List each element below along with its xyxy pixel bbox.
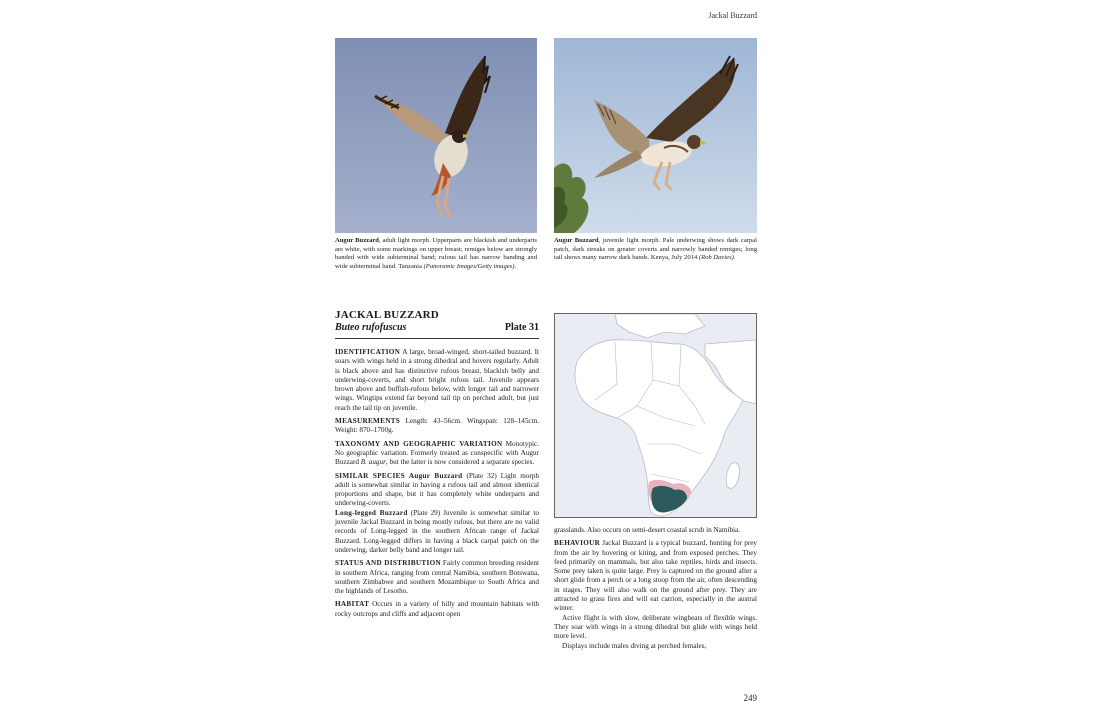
section-habitat-continued: grasslands. Also occurs on semi-desert coastal scrub in Namibia. bbox=[554, 526, 741, 534]
caption-end: . bbox=[514, 262, 517, 270]
photo-caption-adult bbox=[335, 237, 537, 271]
caption-species-name: Augur Buzzard bbox=[554, 237, 599, 244]
section-habitat bbox=[335, 600, 539, 619]
photo-caption-juvenile bbox=[554, 237, 757, 263]
section-text: (Plate 32) Light morph adult is somewhat similar in having a rufous tail and almost identical proportions and shape, but it has completely white underparts and underwing-coverts. bbox=[335, 471, 539, 508]
section-text: Monotypic. No geographic variation. Formerly treated as conspecific with Augur Buzzard bbox=[335, 439, 539, 467]
section-status bbox=[335, 559, 539, 596]
caption-text: , juvenile light morph. Pale underwing shows dark carpal patch, dark streaks on greater coverts and narrowly banded remiges; long tail shows many narrow dark bands. Kenya, July 2014 bbox=[554, 237, 757, 262]
section-behaviour bbox=[554, 539, 757, 613]
similar-species-name: Augur Buzzard bbox=[404, 471, 463, 480]
section-text: Occurs in a variety of hilly and mountain habitats with rocky outcrops and cliffs and adjacent open bbox=[335, 600, 539, 618]
similar-species-name: Long-legged Buzzard bbox=[335, 508, 408, 517]
section-behaviour-para3: Displays include males diving at perched females, bbox=[562, 641, 707, 650]
section-text: Fairly common breeding resident in southern Africa, ranging from central Namibia, southern Botswana, southern Zimbabwe and southern Mozambique to South Africa and the highlands of Lesotho. bbox=[335, 559, 539, 596]
section-similar-species-2 bbox=[335, 509, 539, 555]
section-heading: BEHAVIOUR bbox=[554, 539, 601, 548]
section-text: A large, broad-winged, short-tailed buzzard. It soars with wings held in a strong dihedral and hovers regularly. Adult is black above and has distinctive rufous breast, blackish belly and underwing-coverts, and short bright rufous tail. Juvenile appears brown above and buffish-rufous below, with longer tail and narrower wings. Wingtips extend far beyond tail tip on perched adult, but just reach the tail tip on juvenile. bbox=[335, 348, 539, 412]
photo-augur-buzzard-juvenile bbox=[554, 38, 757, 233]
species-subtitle bbox=[335, 322, 539, 333]
header-rule bbox=[335, 338, 539, 339]
photo-augur-buzzard-adult bbox=[335, 38, 537, 233]
section-heading: STATUS AND DISTRIBUTION bbox=[335, 559, 441, 568]
section-text: Length: 43–56cm. Wingspan: 128–145cm. Weight: 870–1700g. bbox=[335, 417, 539, 435]
section-text: , but the latter is now considered a separate species. bbox=[385, 458, 535, 467]
section-measurements bbox=[335, 417, 539, 436]
section-identification bbox=[335, 348, 539, 413]
section-similar-species bbox=[335, 472, 539, 509]
caption-credit: (Panoramic Images/Getty images) bbox=[423, 262, 515, 270]
section-heading: IDENTIFICATION bbox=[335, 348, 401, 356]
distribution-map bbox=[554, 313, 757, 518]
species-common-name: JACKAL BUZZARD bbox=[335, 309, 439, 321]
running-head: Jackal Buzzard bbox=[708, 11, 757, 20]
section-text: Jackal Buzzard is a typical buzzard, hunting for prey from the air by hovering or kiting, and from exposed perches. They feed primarily on mammals, but also take reptiles, birds and insects. Some prey taken is quite large. Prey is captured on the ground after a short glide from a perch or a long stoop from the air, often descending in stages. They will also walk on the ground after prey. They are attracted to grass fires and will eat carrion, especially in the austral winter. bbox=[554, 539, 757, 613]
section-behaviour-para2: Active flight is with slow, deliberate wingbeats of flexible wings. They soar with wings in a strong dihedral but glide with wings held more level. bbox=[554, 613, 757, 641]
section-heading: TAXONOMY AND GEOGRAPHIC VARIATION bbox=[335, 439, 503, 448]
section-heading: SIMILAR SPECIES bbox=[335, 471, 405, 480]
caption-species-name: Augur Buzzard bbox=[335, 237, 379, 244]
caption-end: . bbox=[733, 254, 736, 262]
text-column-right bbox=[554, 526, 757, 651]
section-taxonomy bbox=[335, 440, 539, 468]
plate-reference: Plate 31 bbox=[504, 322, 539, 333]
section-heading: MEASUREMENTS bbox=[335, 417, 401, 426]
section-text: (Plate 29) Juvenile is somewhat similar to juvenile Jackal Buzzard in being mostly rufous, but there are no valid records of Long-legged in the southern African range of Jackal Buzzard. Long-legged differs in having a black carpal patch on the underwing, darker belly band and longer tail. bbox=[335, 508, 539, 554]
caption-credit: (Rob Davies) bbox=[698, 254, 734, 262]
caption-text: , adult light morph. Upperparts are blackish and underparts are white, with some markings on upper breast; remiges below are strongly banded with wide subterminal band; rufous tail has narrow banding and wide subterminal band. Tanzania bbox=[335, 237, 537, 270]
species-scientific-name: Buteo rufofuscus bbox=[335, 322, 407, 333]
section-italic: B. augur bbox=[360, 458, 386, 467]
text-column-left bbox=[335, 348, 539, 623]
page-number: 249 bbox=[743, 693, 757, 703]
africa-map-svg bbox=[555, 314, 756, 517]
section-heading: HABITAT bbox=[335, 600, 370, 609]
